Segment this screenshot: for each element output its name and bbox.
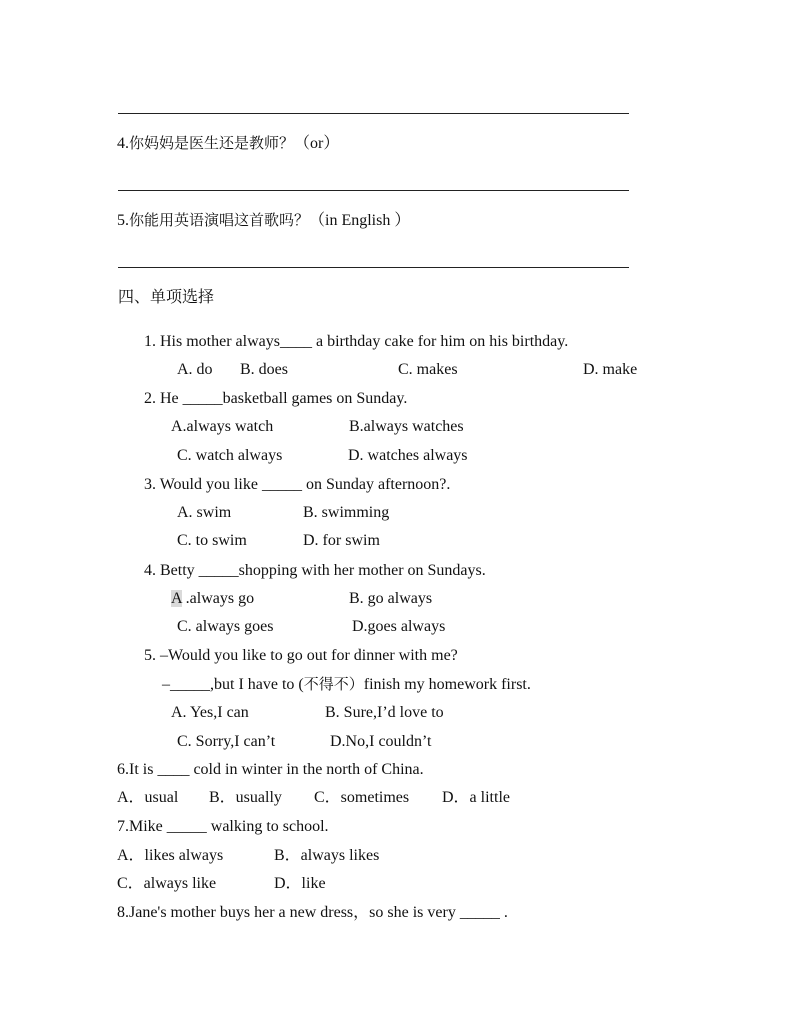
mc-q5-stem: 5. –Would you like to go out for dinner with me? xyxy=(144,647,458,664)
selection-highlight: A xyxy=(171,590,182,607)
reply-cjk: 不得不） xyxy=(303,675,364,693)
mc-q4-stem: 4. Betty _____shopping with her mother on Sundays. xyxy=(144,562,486,579)
mc-q2-option-c: C. watch always xyxy=(177,447,283,464)
mc-q8-stem: 8.Jane's mother buys her a new dress，so she is very _____ . xyxy=(117,904,508,921)
mc-q2-option-b: B.always watches xyxy=(349,418,464,435)
mc-q3-option-b: B. swimming xyxy=(303,504,390,521)
mc-q7-option-b: B．always likes xyxy=(274,847,380,864)
mc-q5-option-d: D.No,I couldn’t xyxy=(330,733,432,750)
reply-text: –_____,but I have to ( xyxy=(162,676,304,693)
question-number: 5. xyxy=(117,212,129,229)
mc-q4-option-c: C. always goes xyxy=(177,618,274,635)
mc-q3-stem: 3. Would you like _____ on Sunday afternoon?. xyxy=(144,476,451,493)
mc-q6-option-b: B．usually xyxy=(209,789,282,806)
answer-line-5 xyxy=(118,267,629,268)
section-title: 四、单项选择 xyxy=(118,287,215,306)
translation-q5 xyxy=(117,210,410,231)
mc-q5-reply xyxy=(162,674,531,695)
question-hint: （or） xyxy=(294,135,340,152)
mc-q2-option-a: A.always watch xyxy=(171,418,274,435)
option-text: .always go xyxy=(181,590,255,607)
mc-q7-option-c: C．always like xyxy=(117,875,217,892)
mc-q3-option-c: C. to swim xyxy=(177,532,247,549)
mc-q1-option-b: B. does xyxy=(240,361,288,378)
mc-q5-option-a: A. Yes,I can xyxy=(171,704,249,721)
mc-q1-option-d: D. make xyxy=(583,361,638,378)
mc-q7-stem: 7.Mike _____ walking to school. xyxy=(117,818,329,835)
mc-q6-option-d: D．a little xyxy=(442,789,510,806)
answer-line-4 xyxy=(118,190,629,191)
mc-q2-stem: 2. He _____basketball games on Sunday. xyxy=(144,390,408,407)
mc-q4-option-d: D.goes always xyxy=(352,618,446,635)
mc-q1-stem: 1. His mother always____ a birthday cake for him on his birthday. xyxy=(144,333,569,350)
mc-q4-option-b: B. go always xyxy=(349,590,433,607)
mc-q6-option-c: C．sometimes xyxy=(314,789,410,806)
mc-q3-option-a: A. swim xyxy=(177,504,232,521)
mc-q7-option-a: A．likes always xyxy=(117,847,224,864)
question-text: 你妈妈是医生还是教师？ xyxy=(129,134,295,152)
mc-q7-option-d: D．like xyxy=(274,875,326,892)
mc-q6-stem: 6.It is ____ cold in winter in the north of China. xyxy=(117,761,424,778)
mc-q6-option-a: A．usual xyxy=(117,789,179,806)
mc-q5-option-c: C. Sorry,I can’t xyxy=(177,733,276,750)
question-text: 你能用英语演唱这首歌吗？ xyxy=(129,211,310,229)
mc-q3-option-d: D. for swim xyxy=(303,532,380,549)
mc-q4-option-a xyxy=(171,589,254,609)
mc-q1-option-a: A. do xyxy=(177,361,213,378)
answer-line-3 xyxy=(118,113,629,114)
mc-q1-option-c: C. makes xyxy=(398,361,458,378)
question-hint: （in English ） xyxy=(309,212,411,229)
reply-text-end: finish my homework first. xyxy=(363,676,531,693)
question-number: 4. xyxy=(117,135,129,152)
translation-q4 xyxy=(117,133,339,154)
mc-q5-option-b: B. Sure,I’d love to xyxy=(325,704,444,721)
mc-q2-option-d: D. watches always xyxy=(348,447,468,464)
